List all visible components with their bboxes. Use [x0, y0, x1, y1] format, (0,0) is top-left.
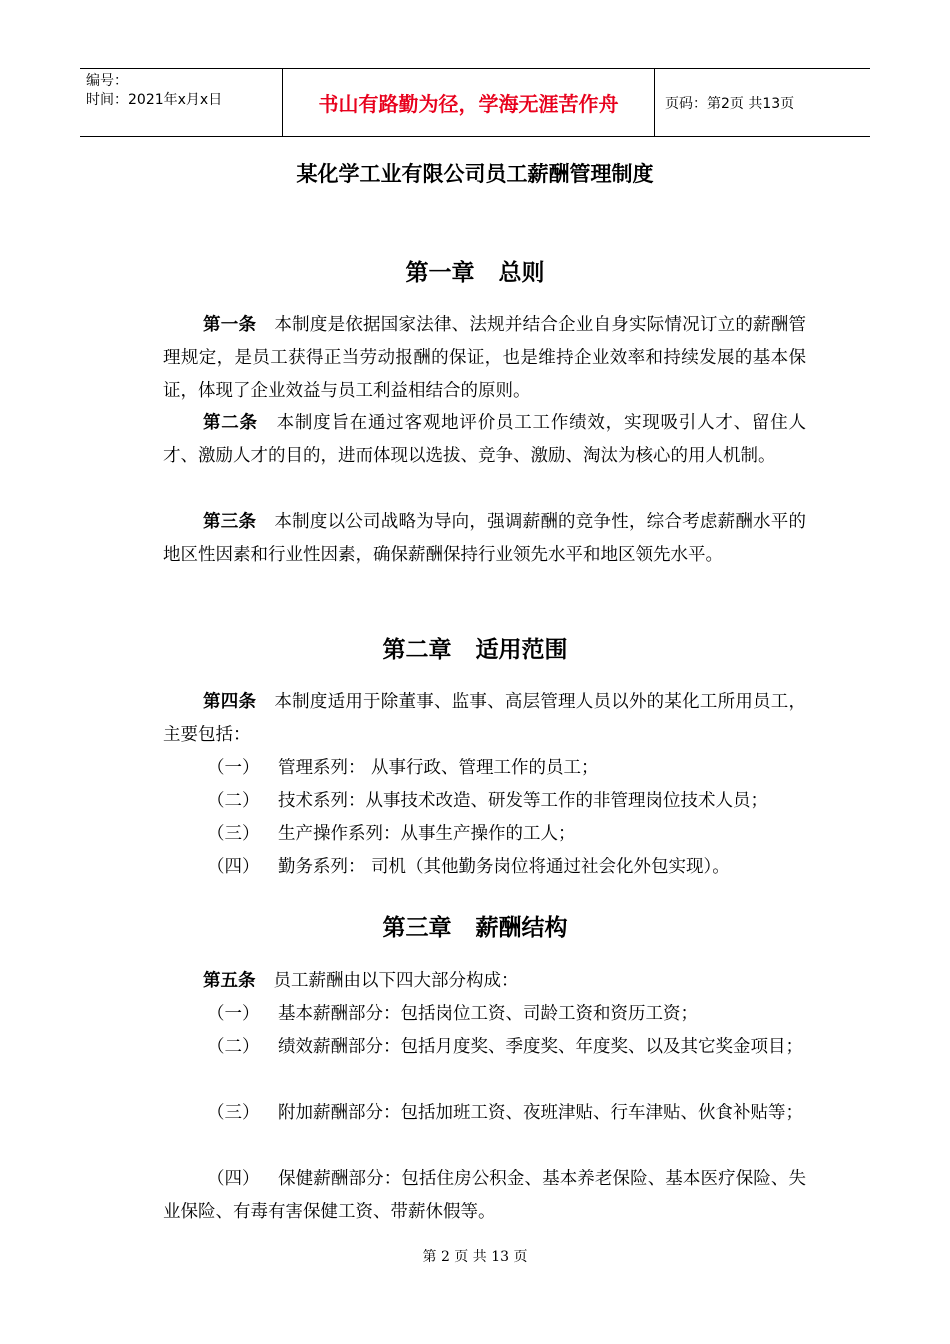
- article-text: 员工薪酬由以下四大部分构成：: [273, 971, 519, 991]
- page-footer: 第 2 页 共 13 页: [422, 1249, 528, 1265]
- chapter-heading-1: [0, 254, 950, 287]
- list-item: [163, 1097, 806, 1130]
- time-label: 时间：2021年x月x日: [86, 92, 223, 108]
- article-lead: 第四条: [203, 692, 257, 712]
- item-text: 基本薪酬部分：包括岗位工资、司龄工资和资历工资；: [278, 1004, 698, 1024]
- item-text: 管理系列： 从事行政、管理工作的员工；: [278, 758, 599, 778]
- chapter-number: 第一章: [405, 260, 475, 286]
- article-lead: 第五条: [203, 971, 256, 991]
- motto: 书山有路勤为径，学海无涯苦作舟: [282, 69, 655, 136]
- list-item: [163, 1163, 806, 1229]
- article-4: [163, 686, 806, 752]
- article-lead: 第二条: [203, 413, 258, 433]
- page-info: 页码：第2页 共13页: [665, 95, 795, 112]
- item-number: （一）: [207, 758, 260, 778]
- chapter-heading-3: [0, 909, 950, 942]
- item-number: （四）: [207, 857, 260, 877]
- list-item: [163, 998, 806, 1031]
- chapter-name: 薪酬结构: [475, 915, 568, 941]
- article-text: 本制度旨在通过客观地评价员工工作绩效，实现吸引人才、留住人才、激励人才的目的，进而体现以选拔、竞争、激励、淘汰为核心的用人机制。: [163, 413, 806, 466]
- list-item: [163, 851, 806, 884]
- article-5: [163, 965, 806, 998]
- item-text: 附加薪酬部分：包括加班工资、夜班津贴、行车津贴、伙食补贴等；: [278, 1103, 803, 1123]
- article-lead: 第三条: [203, 512, 257, 532]
- chapter-number: 第三章: [382, 915, 452, 941]
- article-text: 本制度适用于除董事、监事、高层管理人员以外的某化工所用员工，主要包括：: [163, 692, 807, 745]
- chapter-number: 第二章: [382, 637, 452, 663]
- list-item: [163, 752, 806, 785]
- item-text: 绩效薪酬部分：包括月度奖、季度奖、年度奖、以及其它奖金项目；: [278, 1037, 803, 1057]
- list-item: [163, 1031, 806, 1064]
- item-number: （一）: [207, 1004, 260, 1024]
- item-number: （二）: [207, 791, 260, 811]
- document-title: 某化学工业有限公司员工薪酬管理制度: [296, 162, 654, 186]
- chapter-heading-2: [0, 631, 950, 664]
- article-text: 本制度以公司战略为导向，强调薪酬的竞争性，综合考虑薪酬水平的地区性因素和行业性因素，确保薪酬保持行业领先水平和地区领先水平。: [163, 512, 807, 565]
- list-item: [163, 818, 806, 851]
- article-2: [163, 407, 806, 473]
- chapter-name: 总则: [498, 260, 545, 286]
- header-meta: [80, 69, 282, 136]
- article-lead: 第一条: [203, 315, 257, 335]
- item-text: 勤务系列： 司机（其他勤务岗位将通过社会化外包实现）。: [278, 857, 730, 877]
- item-number: （二）: [207, 1037, 260, 1057]
- article-1: [163, 309, 806, 408]
- list-item: [163, 785, 806, 818]
- item-number: （三）: [207, 1103, 260, 1123]
- item-text: 技术系列：从事技术改造、研发等工作的非管理岗位技术人员；: [278, 791, 768, 811]
- item-text: 生产操作系列：从事生产操作的工人；: [278, 824, 576, 844]
- item-number: （四）: [207, 1169, 260, 1189]
- article-3: [163, 506, 806, 572]
- item-text: 保健薪酬部分：包括住房公积金、基本养老保险、基本医疗保险、失业保险、有毒有害保健工资、带薪休假等。: [163, 1169, 806, 1222]
- number-label: 编号：: [86, 73, 128, 89]
- article-text: 本制度是依据国家法律、法规并结合企业自身实际情况订立的薪酬管理规定，是员工获得正当劳动报酬的保证，也是维持企业效率和持续发展的基本保证，体现了企业效益与员工利益相结合的原则。: [163, 315, 807, 401]
- chapter-name: 适用范围: [475, 637, 568, 663]
- document-header: [80, 68, 870, 137]
- item-number: （三）: [207, 824, 260, 844]
